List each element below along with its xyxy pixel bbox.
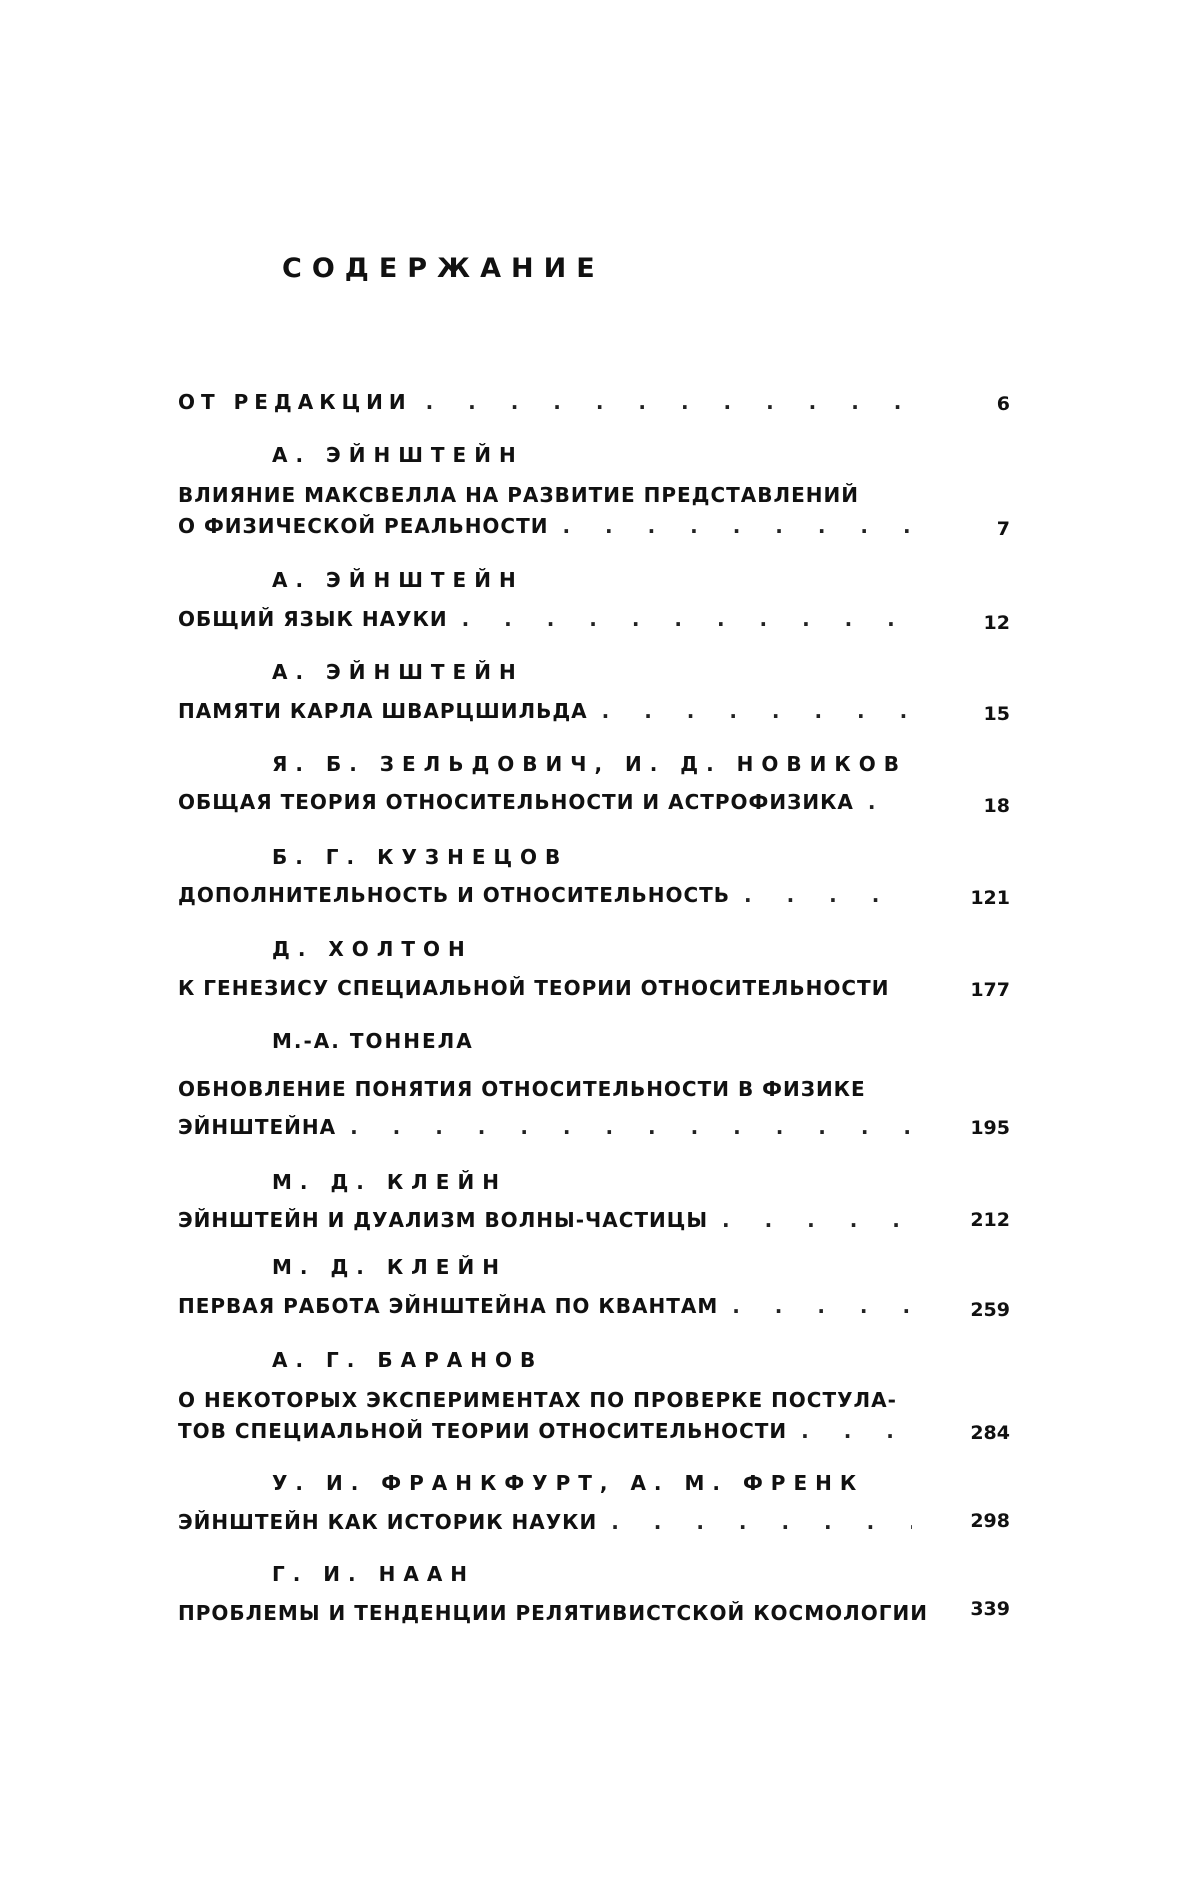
leader-dots: [462, 607, 912, 631]
entry-title: ЭЙНШТЕЙНА: [178, 1115, 337, 1139]
page-number: 121: [970, 887, 1010, 909]
page-number: 212: [970, 1209, 1010, 1231]
leader-dots: [602, 699, 912, 723]
entry-title: О НЕКОТОРЫХ ЭКСПЕРИМЕНТАХ ПО ПРОВЕРКЕ ПОСТУЛА-: [178, 1388, 897, 1412]
entry-title-line: [178, 1077, 918, 1101]
entry-title: ТОВ СПЕЦИАЛЬНОЙ ТЕОРИИ ОТНОСИТЕЛЬНОСТИ: [178, 1419, 788, 1443]
leader-dots: [426, 390, 912, 414]
page-number: 15: [983, 703, 1010, 725]
entry-author: Б. Г. КУЗНЕЦОВ: [272, 845, 569, 869]
entry-title-line: [178, 483, 918, 507]
entry-author: М. Д. КЛЕЙН: [272, 1170, 507, 1194]
entry-title: К ГЕНЕЗИСУ СПЕЦИАЛЬНОЙ ТЕОРИИ ОТНОСИТЕЛЬНОСТИ: [178, 976, 890, 1000]
page-number: 339: [970, 1598, 1010, 1620]
page-number: 12: [983, 612, 1010, 634]
page-number: 195: [970, 1117, 1010, 1139]
entry-author: А. ЭЙНШТЕЙН: [272, 443, 524, 467]
entry-title-line: [178, 1294, 918, 1318]
leader-dots: [722, 1208, 912, 1232]
page-number: 177: [970, 979, 1010, 1001]
entry-title: ПРОБЛЕМЫ И ТЕНДЕНЦИИ РЕЛЯТИВИСТСКОЙ КОСМОЛОГИИ: [178, 1601, 928, 1625]
page-number: 6: [996, 393, 1010, 415]
entry-author: А. ЭЙНШТЕЙН: [272, 660, 524, 684]
entry-title-line: [178, 790, 918, 814]
leader-dots: [801, 1419, 912, 1443]
page-number: 7: [996, 518, 1010, 540]
entry-title: ОБЩИЙ ЯЗЫК НАУКИ: [178, 607, 448, 631]
entry-title-line: [178, 607, 918, 631]
leader-dots: [732, 1294, 912, 1318]
entry-title-line: [178, 390, 918, 414]
entry-author: У. И. ФРАНКФУРТ, А. М. ФРЕНК: [272, 1471, 865, 1495]
entry-title-line: [178, 514, 918, 538]
entry-author: Г. И. НААН: [272, 1562, 476, 1586]
leader-dots: [868, 790, 912, 814]
page-number: 18: [983, 795, 1010, 817]
entry-title: ДОПОЛНИТЕЛЬНОСТЬ И ОТНОСИТЕЛЬНОСТЬ: [178, 883, 731, 907]
entry-title: ЭЙНШТЕЙН И ДУАЛИЗМ ВОЛНЫ-ЧАСТИЦЫ: [178, 1208, 709, 1232]
entry-title-line: [178, 1208, 918, 1232]
leader-dots: [744, 883, 912, 907]
entry-title-line: [178, 1510, 918, 1534]
entry-title-line: [178, 1388, 918, 1412]
entry-author: А. Г. БАРАНОВ: [272, 1348, 544, 1372]
entry-title-line: [178, 1419, 918, 1443]
entry-author: М. Д. КЛЕЙН: [272, 1255, 507, 1279]
entry-author: А. ЭЙНШТЕЙН: [272, 568, 524, 592]
entry-title-line: [178, 976, 918, 1000]
entry-title: ПЕРВАЯ РАБОТА ЭЙНШТЕЙНА ПО КВАНТАМ: [178, 1294, 719, 1318]
leader-dots: [611, 1510, 912, 1534]
page-number: 298: [970, 1510, 1010, 1532]
entry-title: ОБНОВЛЕНИЕ ПОНЯТИЯ ОТНОСИТЕЛЬНОСТИ В ФИЗИКЕ: [178, 1077, 866, 1101]
entry-title: ОТ РЕДАКЦИИ: [178, 390, 412, 414]
entry-author: Я. Б. ЗЕЛЬДОВИЧ, И. Д. НОВИКОВ: [272, 752, 907, 776]
leader-dots: [350, 1115, 912, 1139]
entry-title: О ФИЗИЧЕСКОЙ РЕАЛЬНОСТИ: [178, 514, 549, 538]
entry-title: ВЛИЯНИЕ МАКСВЕЛЛА НА РАЗВИТИЕ ПРЕДСТАВЛЕНИЙ: [178, 483, 859, 507]
page-title: СОДЕРЖАНИЕ: [282, 253, 605, 284]
entry-author: Д. ХОЛТОН: [272, 937, 473, 961]
page-number: 284: [970, 1422, 1010, 1444]
entry-title: ПАМЯТИ КАРЛА ШВАРЦШИЛЬДА: [178, 699, 588, 723]
leader-dots: [563, 514, 913, 538]
entry-title: ЭЙНШТЕЙН КАК ИСТОРИК НАУКИ: [178, 1510, 598, 1534]
entry-author: М.-А. ТОННЕЛА: [272, 1029, 474, 1053]
entry-title-line: [178, 699, 918, 723]
entry-title-line: [178, 1115, 918, 1139]
entry-title-line: [178, 883, 918, 907]
page-number: 259: [970, 1299, 1010, 1321]
entry-title-line: [178, 1601, 928, 1625]
entry-title: ОБЩАЯ ТЕОРИЯ ОТНОСИТЕЛЬНОСТИ И АСТРОФИЗИКА: [178, 790, 854, 814]
